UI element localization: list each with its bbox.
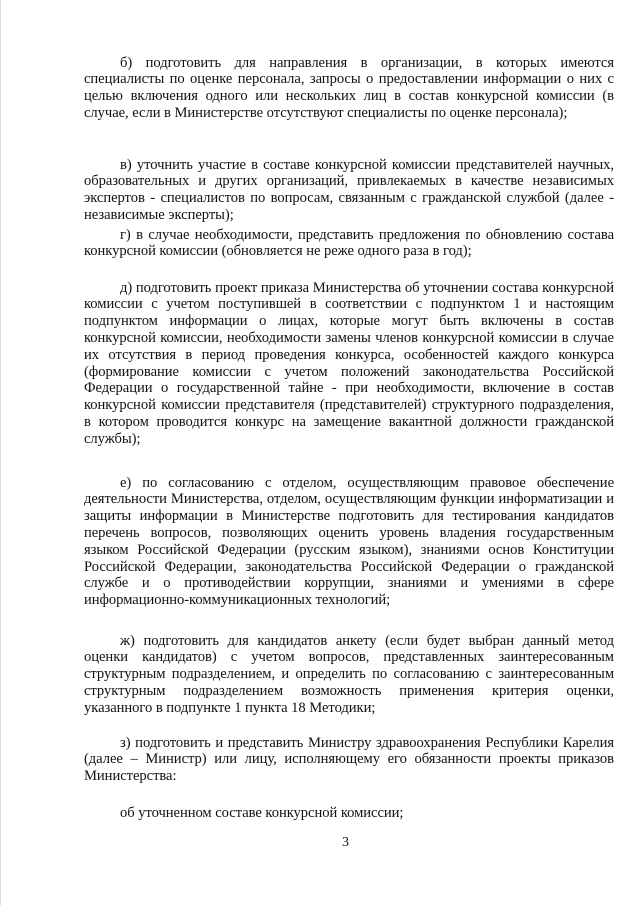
paragraph-zh: ж) подготовить для кандидатов анкету (если будет выбран данный метод оценки кандидатов) с учетом вопросов, представленных заинтересованным структурным подразделением, и определить по согласованию с заинтересованным структурным подразделением возможность применения критерия оценки, указанного в подпункте 1 пункта 18 Методики; bbox=[84, 632, 614, 716]
paragraph-commission-list-item: об уточненном составе конкурсной комиссии; bbox=[120, 804, 404, 821]
paragraph-g: г) в случае необходимости, представить предложения по обновлению состава конкурсной комиссии (обновляется не реже одного раза в год); bbox=[84, 226, 614, 260]
page-number: 3 bbox=[342, 835, 349, 850]
paragraph-e: е) по согласованию с отделом, осуществляющим правовое обеспечение деятельности Министерства, отделом, осуществляющим функции информатизации и защиты информации в Министерстве подготовить для тестирования кандидатов перечень вопросов, позволяющих оценить уровень владения государственным языком Российской Федерации (русским языком), знаниями основ Конституции Российской Федерации, законодательства Российской Федерации о гражданской службе и о противодействии коррупции, знаниями и умениями в сфере информационно-коммуникационных технологий; bbox=[84, 474, 614, 609]
paragraph-v: в) уточнить участие в составе конкурсной комиссии представителей научных, образовательных и других организаций, привлекаемых в качестве независимых экспертов - специалистов по вопросам, связанным с гражданской службой (далее - независимые эксперты); bbox=[84, 156, 614, 223]
paragraph-d: д) подготовить проект приказа Министерства об уточнении состава конкурсной комиссии с учетом поступившей в соответствии с подпунктом 1 и настоящим подпунктом информации о лицах, которые могут быть включены в состав конкурсной комиссии, необходимости замены членов конкурсной комиссии в случае их отсутствия в период проведения конкурса, особенностей каждого конкурса (формирование комиссии с учетом положений законодательства Российской Федерации о государственной тайне - при необходимости, включение в состав конкурсной комиссии представителя (представителей) структурного подразделения, в котором проводится конкурс на замещение вакантной должности гражданской службы); bbox=[84, 279, 614, 447]
paragraph-z: з) подготовить и представить Министру здравоохранения Республики Карелия (далее – Министр) или лицу, исполняющему его обязанности проекты приказов Министерства: bbox=[84, 734, 614, 785]
paragraph-b: б) подготовить для направления в организации, в которых имеются специалисты по оценке персонала, запросы о предоставлении информации о них с целью включения одного или нескольких лиц в состав конкурсной комиссии (в случае, если в Министерстве отсутствуют специалисты по оценке персонала); bbox=[84, 54, 614, 121]
